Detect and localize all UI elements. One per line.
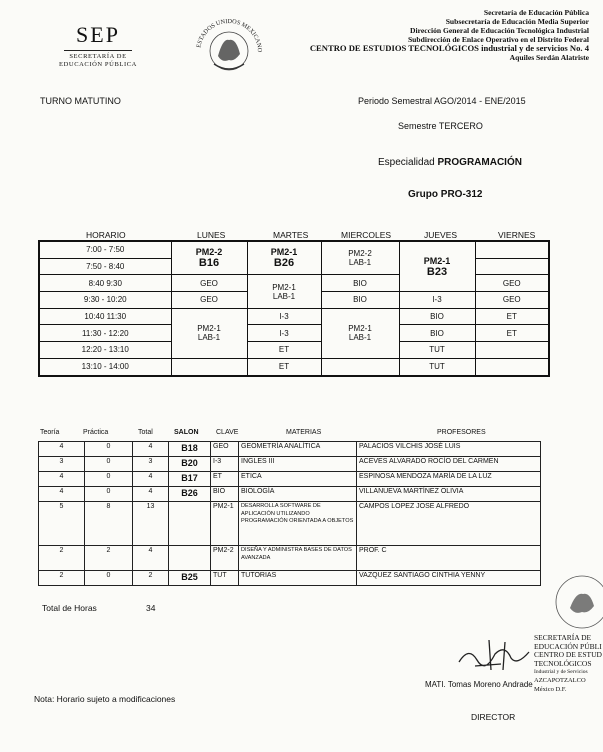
class-code: PM2-2 xyxy=(195,247,223,258)
schedule-header-martes: MARTES xyxy=(273,230,309,240)
nota: Nota: Horario sujeto a modificaciones xyxy=(34,694,176,704)
class-cell: BIO xyxy=(399,308,475,325)
periodo: Periodo Semestral AGO/2014 - ENE/2015 xyxy=(358,96,526,106)
header-clave: CLAVE xyxy=(216,429,239,436)
salon-cell: B26 xyxy=(169,487,211,502)
table-row xyxy=(39,472,541,487)
clave-cell: I-3 xyxy=(211,457,239,472)
sep-logo-sub1: SECRETARÍA DE xyxy=(69,53,127,60)
practica-cell: 0 xyxy=(85,487,133,502)
teoria-cell: 3 xyxy=(39,457,85,472)
empty-cell xyxy=(475,241,549,258)
class-cell: GEO xyxy=(475,275,549,292)
schedule-table xyxy=(38,240,550,377)
clave-cell: PM2-1 xyxy=(211,502,239,546)
clave-cell: TUT xyxy=(211,571,239,586)
class-code: PM2-1 xyxy=(270,247,298,258)
clave-cell: ET xyxy=(211,472,239,487)
class-block xyxy=(247,275,321,308)
class-cell: TUT xyxy=(399,342,475,359)
schedule-header-viernes: VIERNES xyxy=(498,230,536,240)
class-block xyxy=(171,241,247,275)
grupo-label: Grupo xyxy=(408,189,438,200)
empty-cell xyxy=(171,358,247,375)
class-cell: BIO xyxy=(321,292,399,309)
header-total: Total xyxy=(138,429,153,436)
especialidad xyxy=(378,157,522,168)
teoria-cell: 4 xyxy=(39,442,85,457)
total-cell: 4 xyxy=(133,546,169,571)
stamp-line: SECRETARÍA DE xyxy=(534,633,592,642)
especialidad-label: Especialidad xyxy=(378,157,435,168)
class-code: PM2-1 xyxy=(272,282,296,292)
header-line: Dirección General de Educación Tecnológica Industrial xyxy=(410,26,589,35)
time-cell: 9:30 - 10:20 xyxy=(39,292,171,309)
class-cell: ET xyxy=(247,342,321,359)
teoria-cell: 4 xyxy=(39,472,85,487)
institution-header xyxy=(310,8,589,62)
profesor-cell: PROF. C xyxy=(357,546,541,571)
header-profesores: PROFESORES xyxy=(437,429,486,436)
class-cell: GEO xyxy=(171,292,247,309)
time-cell: 8:40 9:30 xyxy=(39,275,171,292)
class-room: B26 xyxy=(273,257,295,270)
time-cell: 12:20 - 13:10 xyxy=(39,342,171,359)
grupo-value: PRO-312 xyxy=(440,189,483,200)
table-row xyxy=(39,442,541,457)
practica-cell: 0 xyxy=(85,457,133,472)
teoria-cell: 5 xyxy=(39,502,85,546)
class-room: LAB-1 xyxy=(197,333,221,343)
practica-cell: 8 xyxy=(85,502,133,546)
class-cell: GEO xyxy=(475,292,549,309)
header-line: Aquiles Serdán Alatriste xyxy=(509,53,589,62)
salon-cell: B17 xyxy=(169,472,211,487)
especialidad-value: PROGRAMACIÓN xyxy=(437,157,522,168)
materia-cell: ETICA xyxy=(239,472,357,487)
class-cell: I-3 xyxy=(247,325,321,342)
profesor-cell: PALACIOS VILCHIS JOSÉ LUIS xyxy=(357,442,541,457)
class-cell: ET xyxy=(247,358,321,375)
class-cell: ET xyxy=(475,308,549,325)
class-cell: I-3 xyxy=(399,292,475,309)
header-materias: MATERIAS xyxy=(286,429,322,436)
schedule-header-jueves: JUEVES xyxy=(424,230,458,240)
table-row xyxy=(39,546,541,571)
table-row xyxy=(39,457,541,472)
stamp-line: AZCAPOTZALCO xyxy=(534,676,586,684)
class-cell: ET xyxy=(475,325,549,342)
clave-cell: PM2-2 xyxy=(211,546,239,571)
director-title: DIRECTOR xyxy=(471,712,516,722)
class-block xyxy=(399,241,475,292)
header-line: Secretaría de Educación Pública xyxy=(483,8,589,17)
materias-table xyxy=(38,441,541,586)
schedule-row xyxy=(39,342,549,359)
empty-cell xyxy=(475,358,549,375)
stamp-line: EDUCACIÓN PÚBLI xyxy=(534,641,602,651)
class-room: B23 xyxy=(426,265,448,278)
profesor-cell: VILLANUEVA MARTÍNEZ OLIVIA xyxy=(357,487,541,502)
class-code: PM2-1 xyxy=(348,324,372,334)
class-cell: I-3 xyxy=(247,308,321,325)
stamp-line: Industrial y de Servicios xyxy=(534,669,588,676)
header-salon: SALON xyxy=(174,429,199,436)
header-line: Subsecretaría de Educación Media Superior xyxy=(445,17,589,26)
clave-cell: BIO xyxy=(211,487,239,502)
schedule-header-horario: HORARIO xyxy=(86,230,126,240)
total-horas-label: Total de Horas xyxy=(42,603,97,613)
class-cell: BIO xyxy=(321,275,399,292)
stamp-line: México D.F. xyxy=(534,685,567,693)
materia-cell: DESARROLLA SOFTWARE DE APLICACIÓN UTILIZANDO PROGRAMACIÓN ORIENTADA A OBJETOS xyxy=(239,502,357,546)
grupo xyxy=(408,189,482,200)
practica-cell: 0 xyxy=(85,442,133,457)
practica-cell: 0 xyxy=(85,472,133,487)
practica-cell: 2 xyxy=(85,546,133,571)
class-cell: GEO xyxy=(171,275,247,292)
total-cell: 13 xyxy=(133,502,169,546)
schedule-row xyxy=(39,308,549,325)
total-cell: 3 xyxy=(133,457,169,472)
table-row xyxy=(39,502,541,546)
materia-cell: TUTORIAS xyxy=(239,571,357,586)
total-cell: 4 xyxy=(133,442,169,457)
class-room: LAB-1 xyxy=(272,291,296,301)
teoria-cell: 2 xyxy=(39,546,85,571)
materia-cell: GEOMETRÍA ANALÍTICA xyxy=(239,442,357,457)
total-cell: 4 xyxy=(133,472,169,487)
class-code: PM2-1 xyxy=(197,324,221,334)
class-cell: BIO xyxy=(399,325,475,342)
stamp-line: CENTRO DE ESTUD xyxy=(534,650,602,660)
sep-logo-sub2: EDUCACIÓN PÚBLICA xyxy=(59,61,137,68)
schedule-row xyxy=(39,325,549,342)
salon-cell: B25 xyxy=(169,571,211,586)
empty-cell xyxy=(475,342,549,359)
header-line: CENTRO DE ESTUDIOS TECNOLÓGICOS industrial y de servicios No. 4 xyxy=(309,43,589,53)
materia-cell: INGLES III xyxy=(239,457,357,472)
profesor-cell: CAMPOS LOPEZ JOSE ALFREDO xyxy=(357,502,541,546)
header-teoria: Teoría xyxy=(40,429,60,436)
class-code: PM2-2 xyxy=(348,249,372,259)
sep-logo-text: SEP xyxy=(76,22,120,47)
table-row xyxy=(39,487,541,502)
logo-divider xyxy=(64,50,132,51)
materia-cell: BIOLOGÍA xyxy=(239,487,357,502)
empty-cell xyxy=(321,358,399,375)
class-block xyxy=(321,308,399,358)
class-room: B16 xyxy=(198,257,220,270)
turno: TURNO MATUTINO xyxy=(40,96,121,106)
teoria-cell: 4 xyxy=(39,487,85,502)
total-cell: 4 xyxy=(133,487,169,502)
salon-cell xyxy=(169,502,211,546)
salon-cell: B18 xyxy=(169,442,211,457)
class-room: LAB-1 xyxy=(348,258,372,268)
class-code: PM2-1 xyxy=(423,255,451,266)
class-block xyxy=(171,308,247,358)
time-cell: 7:50 - 8:40 xyxy=(39,258,171,275)
empty-cell xyxy=(475,258,549,275)
profesor-cell: ESPINOSA MENDOZA MARÍA DE LA LUZ xyxy=(357,472,541,487)
semestre: Semestre TERCERO xyxy=(398,121,483,131)
time-cell: 7:00 - 7:50 xyxy=(39,241,171,258)
schedule-header-lunes: LUNES xyxy=(197,230,226,240)
profesor-cell: VAZQUEZ SANTIAGO CINTHIA YENNY xyxy=(357,571,541,586)
total-horas-value: 34 xyxy=(146,603,156,613)
class-block xyxy=(321,241,399,275)
class-block xyxy=(247,241,321,275)
total-cell: 2 xyxy=(133,571,169,586)
profesor-cell: ACEVES ALVARADO ROCÍO DEL CARMEN xyxy=(357,457,541,472)
teoria-cell: 2 xyxy=(39,571,85,586)
clave-cell: GEO xyxy=(211,442,239,457)
class-cell: TUT xyxy=(399,358,475,375)
time-cell: 13:10 - 14:00 xyxy=(39,358,171,375)
header-line: Subdirección de Enlace Operativo en el Distrito Federal xyxy=(407,35,589,44)
salon-cell xyxy=(169,546,211,571)
seal-text: ESTADOS UNIDOS MEXICANO xyxy=(195,18,264,53)
schedule-header-miercoles: MIERCOLES xyxy=(341,230,392,240)
materia-cell: DISEÑA Y ADMINISTRA BASES DE DATOS AVANZADA xyxy=(239,546,357,571)
director-name: MATI. Tomas Moreno Andrade xyxy=(425,680,533,689)
sep-logo xyxy=(58,22,138,69)
schedule-row xyxy=(39,358,549,375)
salon-cell: B20 xyxy=(169,457,211,472)
header-practica: Práctica xyxy=(83,429,109,436)
time-cell: 11:30 - 12:20 xyxy=(39,325,171,342)
official-stamp xyxy=(520,572,603,717)
schedule-row xyxy=(39,241,549,258)
time-cell: 10:40 11:30 xyxy=(39,308,171,325)
stamp-line: TECNOLÓGICOS xyxy=(534,658,592,668)
class-room: LAB-1 xyxy=(348,333,372,343)
mexico-seal-icon xyxy=(188,18,270,85)
table-row xyxy=(39,571,541,586)
practica-cell: 0 xyxy=(85,571,133,586)
